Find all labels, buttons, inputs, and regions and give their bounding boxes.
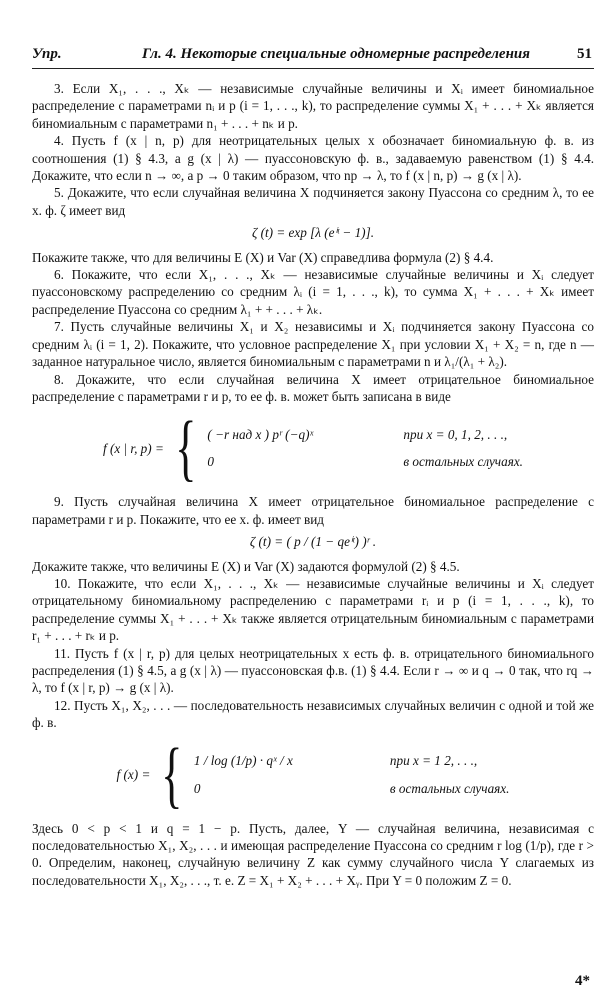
formula-12-case1-expr: 1 / log (1/p) · qˣ / x (193, 753, 293, 769)
formula-8 (32, 407, 594, 490)
formula-5: ζ (t) = exp [λ (eⁱᵗ − 1)]. (251, 225, 375, 241)
left-brace-icon: { (161, 733, 183, 816)
formula-8-lhs: f (x | r, p) = (103, 440, 164, 456)
exercise-12: 12. Пусть X₁, X₂, . . . — последовательность независимых случайных величин с одной и той же ф. в. (32, 697, 594, 731)
signature-mark: 4* (575, 973, 590, 989)
formula-8-case2-cond: в остальных случаях. (403, 454, 523, 470)
formula-8-case2-expr: 0 (207, 454, 214, 470)
formula-8-case1-cond: при x = 0, 1, 2, . . ., (403, 426, 508, 442)
exercise-3: 3. Если X₁, . . ., Xₖ — независимые случайные величины и Xᵢ имеет биномиальное распределение с параметрами nᵢ и p (i = 1, . . ., k), то распределение суммы X₁ + . . . + Xₖ является биномиальным с параметрами n₁ + . . . + nₖ и p. (32, 81, 594, 131)
formula-9: ζ (t) = ( p / (1 − qeⁱᵗ) )ʳ . (249, 534, 377, 550)
exercise-5: 5. Докажите, что если случайная величина X подчиняется закону Пуассона со средним λ, то ее х. ф. ζ имеет вид (32, 185, 594, 218)
exercise-9-cont: Докажите также, что величины E (X) и Var (X) задаются формулой (2) § 4.5. (32, 558, 460, 574)
formula-12-case2-expr: 0 (193, 780, 201, 796)
section-label: Упр. (32, 46, 62, 62)
formula-12 (32, 733, 594, 816)
running-header (32, 44, 594, 69)
exercise-4: 4. Пусть f (x | n, p) для неотрицательных целых x обозначает биномиальную ф. в. из соотношения (1) § 4.3, а g (x | λ) — пуассоновскую ф. в., задаваемую равенством (1) § 4.4. Докажите, что если n → ∞, а p → 0 таким образом, что np → λ, то f (x | n, p) → g (x | λ). (32, 133, 594, 184)
formula-8-case1-expr: ( −r над x ) pʳ (−q)ˣ (207, 426, 314, 442)
exercise-8: 8. Докажите, что если случайная величина X имеет отрицательное биномиальное распределение с параметрами r и p, то ее ф. в. может быть записана в виде (32, 371, 594, 404)
exercise-6: 6. Покажите, что если X₁, . . ., Xₖ — независимые случайные величины и Xᵢ следует пуассоновскому распределению со средним λᵢ (i = 1, . . ., k), то сумма X₁ + . . . + Xₖ имеет распределение Пуассона со средним λ₁ + + . . . + λₖ. (32, 267, 594, 317)
exercise-12-cont: Здесь 0 < p < 1 и q = 1 − p. Пусть, далее, Y — случайная величина, независимая с последовательностью X₁, X₂, . . . и имеющая распределение Пуассона со средним r log (1/p), где r > 0. Определим, наконец, случайную величину Z как сумму случайного числа Y слагаемых из последовательности X₁, X₂, . . ., т. е. Z = X₁ + X₂ + . . . + Xᵧ. При Y = 0 положим Z = 0. (32, 820, 594, 888)
formula-12-case2-cond: в остальных случаях. (389, 780, 510, 796)
left-brace-icon: { (174, 407, 197, 490)
exercise-11: 11. Пусть f (x | r, p) для целых неотрицательных x есть ф. в. отрицательного биномиального распределения (1) § 4.5, а g (x | λ) — пуассоновская ф.в. (1) § 4.4. Если r → ∞ и q → 0 так, что rq → λ, то f (x | r, p) → g (x | λ). (32, 645, 594, 696)
chapter-title: Гл. 4. Некоторые специальные одномерные распределения (142, 46, 530, 62)
exercise-9: 9. Пусть случайная величина X имеет отрицательное биномиальное распределение с параметрами r и p. Покажите, что ее х. ф. имеет вид (32, 494, 594, 527)
formula-12-lhs: f (x) = (116, 766, 151, 782)
exercise-5-cont: Покажите также, что для величины E (X) и Var (X) справедлива формула (2) § 4.4. (32, 249, 494, 265)
page-body (32, 80, 594, 889)
formula-12-case1-cond: при x = 1 2, . . ., (389, 753, 478, 769)
page-number: 51 (577, 46, 592, 62)
exercise-7: 7. Пусть случайные величины X₁ и X₂ независимы и Xᵢ подчиняется закону Пуассона со средним λᵢ (i = 1, 2). Покажите, что условное распределение X₁ при условии X₁ + X₂ = n, где n — заданное натуральное число, является биномиальным с параметрами n и λ₁/(λ₁ + λ₂). (32, 319, 594, 370)
exercise-10: 10. Покажите, что если X₁, . . ., Xₖ — независимые случайные величины и Xᵢ следует отрицательному биномиальному распределению с параметрами rᵢ и p (i = 1, . . ., k), то распределение суммы X₁ + . . . + Xₖ также является отрицательным биномиальным с параметрами r₁ + . . . + rₖ и p. (32, 575, 594, 644)
